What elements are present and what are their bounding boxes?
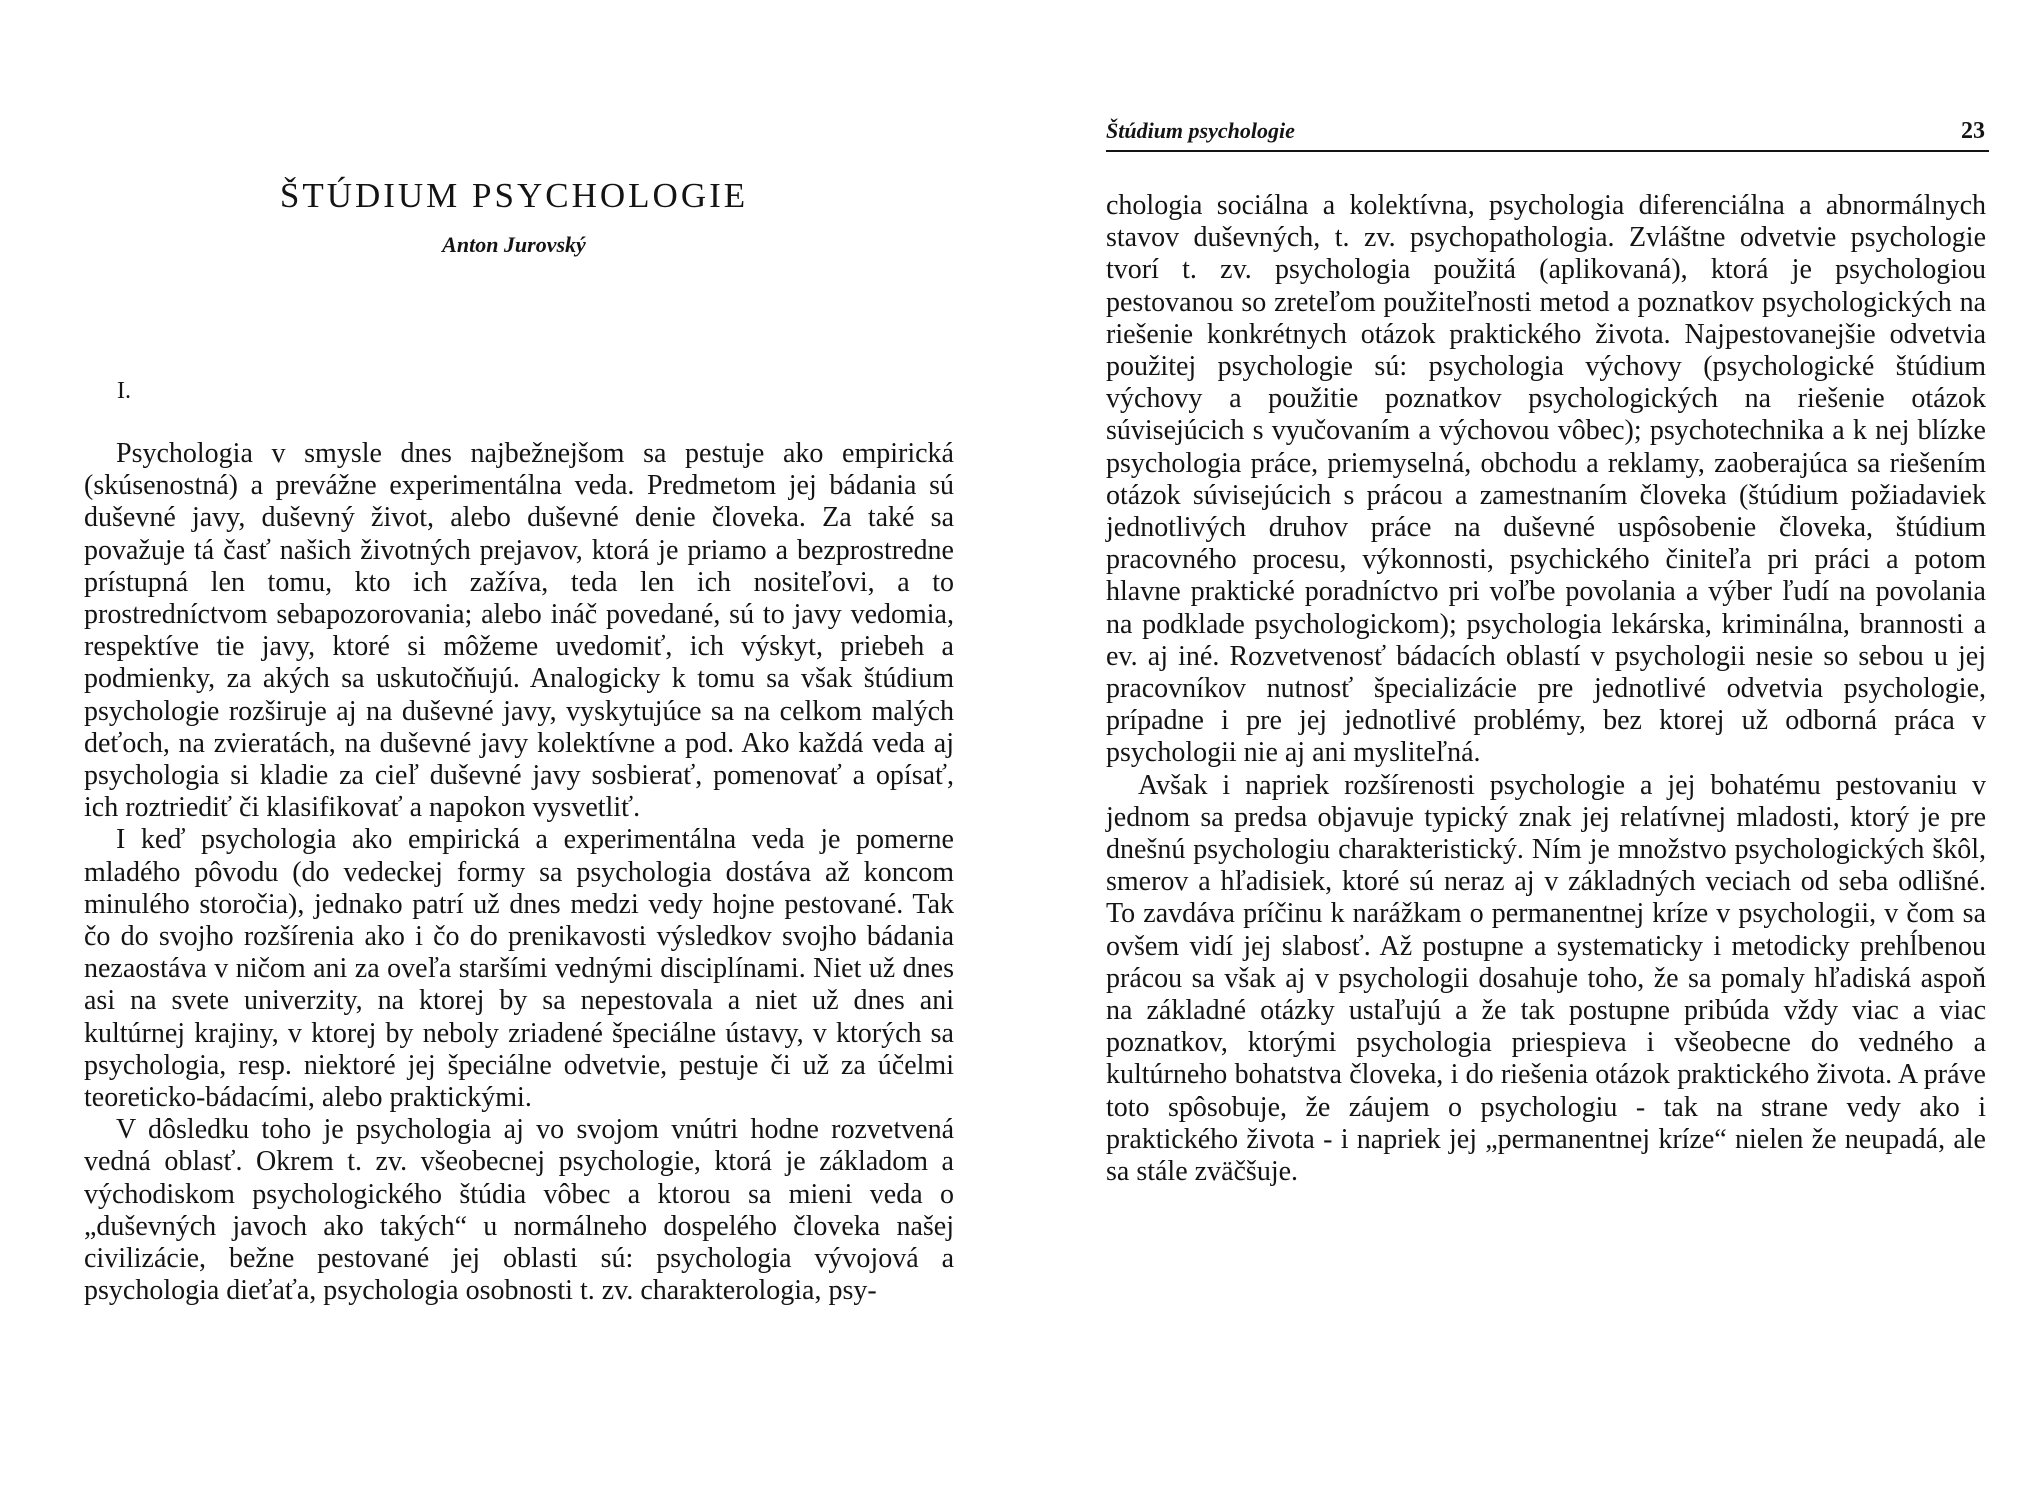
paragraph: chologia sociálna a kolektívna, psychologia diferenciálna a abnormálnych stavov duševných, t. zv. psychopathologia. Zvláštne odvetvie psychologie tvorí t. zv. psychologia použitá (aplikovaná), ktorá je psychologiou pestovanou so zreteľom použiteľnosti metod a poznatkov psychologických na riešenie konkrétnych otázok praktického života. Najpestovanejšie odvetvia použitej psychologie sú: psychologia výchovy (psychologické štúdium výchovy a použitie poznatkov psychologických na riešenie otázok súvisejúcich s vyučovaním a výchovou vôbec); psychotechnika a k nej blízke psychologia práce, priemyselná, obchodu a reklamy, zaoberajúca sa riešením otázok súvisejúcich s prácou a zamestnaním človeka (štúdium požiadaviek jednotlivých druhov práce na duševné uspôsobenie človeka, štúdium pracovného procesu, výkonnosti, psychického činiteľa pri práci a potom hlavne praktické poradníctvo pri voľbe povolania a výber ľudí na povolania na podklade psychologickom); psychologia lekárska, kriminálna, brannosti a ev. aj iné. Rozvetvenosť bádacích oblastí v psychologii nesie so sebou u jej pracovníkov nutnosť špecializácie pre jednotlivé odvetvia psychologie, prípadne i pre jej jednotlivé problémy, bez ktorej už odborná práca v psychologii nie aj ani mysliteľná. [1106, 190, 1986, 769]
right-page [1019, 0, 2038, 1500]
page-number: 23 [1961, 118, 1985, 144]
paragraph: Avšak i napriek rozšírenosti psychologie a jej bohatému pestovaniu v jednom sa predsa objavuje typický znak jej relatívnej mladosti, ktorý je pre dnešnú psychologiu charakteristický. Ním je množstvo psychologických škôl, smerov a hľadisiek, ktoré sú neraz aj v základných veciach od seba odlišné. To zavdáva príčinu k narážkam o permanentnej kríze v psychologii, v čom sa ovšem vidí jej slabosť. Až postupne a systematicky i metodicky prehĺbenou prácou sa však aj v psychologii dosahuje toho, že sa pomaly hľadiská aspoň na základné otázky ustaľujú a že tak postupne pribúda vždy viac a viac poznatkov, ktorými psychologia priespieva i všeobecne do vedného a kultúrneho bohatstva človeka, i do riešenia otázok praktického života. A práve toto spôsobuje, že záujem o psychologiu - tak na strane vedy ako i praktického života - i napriek jej „permanentnej kríze“ nielen že neupadá, ale sa stále zväčšuje. [1106, 769, 1986, 1188]
right-body-text [1106, 190, 1986, 1188]
paragraph: V dôsledku toho je psychologia aj vo svojom vnútri hodne rozvetvená vedná oblasť. Okrem t. zv. všeobecnej psychologie, ktorá je základom a východiskom psychologického štúdia vôbec a ktorou sa mieni veda o „duševných javoch ako takých“ u normálneho dospelého človeka našej civilizácie, bežne pestované jej oblasti sú: psychologia vývojová a psychologia dieťaťa, psychologia osobnosti t. zv. charakterologia, psy- [84, 1114, 954, 1307]
running-title: Štúdium psychologie [1106, 118, 1295, 143]
article-title: ŠTÚDIUM PSYCHOLOGIE [279, 176, 749, 215]
paragraph: Psychologia v smysle dnes najbežnejšom sa pestuje ako empirická (skúsenostná) a prevážne experimentálna veda. Predmetom jej bádania sú duševné javy, duševný život, alebo duševné denie človeka. Za také sa považuje tá časť našich životných prejavov, ktorá je priamo a bezprostredne prístupná len tomu, kto ich zažíva, teda len ich nositeľovi, a to prostredníctvom sebapozorovania; alebo ináč povedané, sú to javy vedomia, respektíve tie javy, ktoré si môžeme uvedomiť, ich výskyt, priebeh a podmienky, za akých sa uskutočňujú. Analogicky k tomu sa však štúdium psychologie rozširuje aj na duševné javy, vyskytujúce sa na celkom malých deťoch, na zvieratách, na duševné javy kolektívne a pod. Ako každá veda aj psychologia si kladie za cieľ duševné javy sosbierať, pomenovať a opísať, ich roztriediť či klasifikovať a napokon vysvetliť. [84, 438, 954, 824]
running-header [1106, 118, 1989, 152]
section-number: I. [117, 378, 131, 404]
paragraph: I keď psychologia ako empirická a experimentálna veda je pomerne mladého pôvodu (do vedeckej formy sa psychologia dostáva až koncom minulého storočia), jednako patrí už dnes medzi vedy hojne pestované. Tak čo do svojho rozšírenia ako i čo do prenikavosti výsledkov svojho bádania nezaostáva v ničom ani za oveľa staršími vednými disciplínami. Niet už dnes asi na svete univerzity, na ktorej by sa nepestovala a niet už dnes ani kultúrnej krajiny, v ktorej by neboly zriadené špeciálne ústavy, v ktorých sa psychologia, resp. niektoré jej špeciálne odvetvie, pestuje či už za účelmi teoreticko-bádacími, alebo praktickými. [84, 824, 954, 1114]
article-author: Anton Jurovský [442, 232, 586, 257]
left-body-text [84, 438, 954, 1307]
